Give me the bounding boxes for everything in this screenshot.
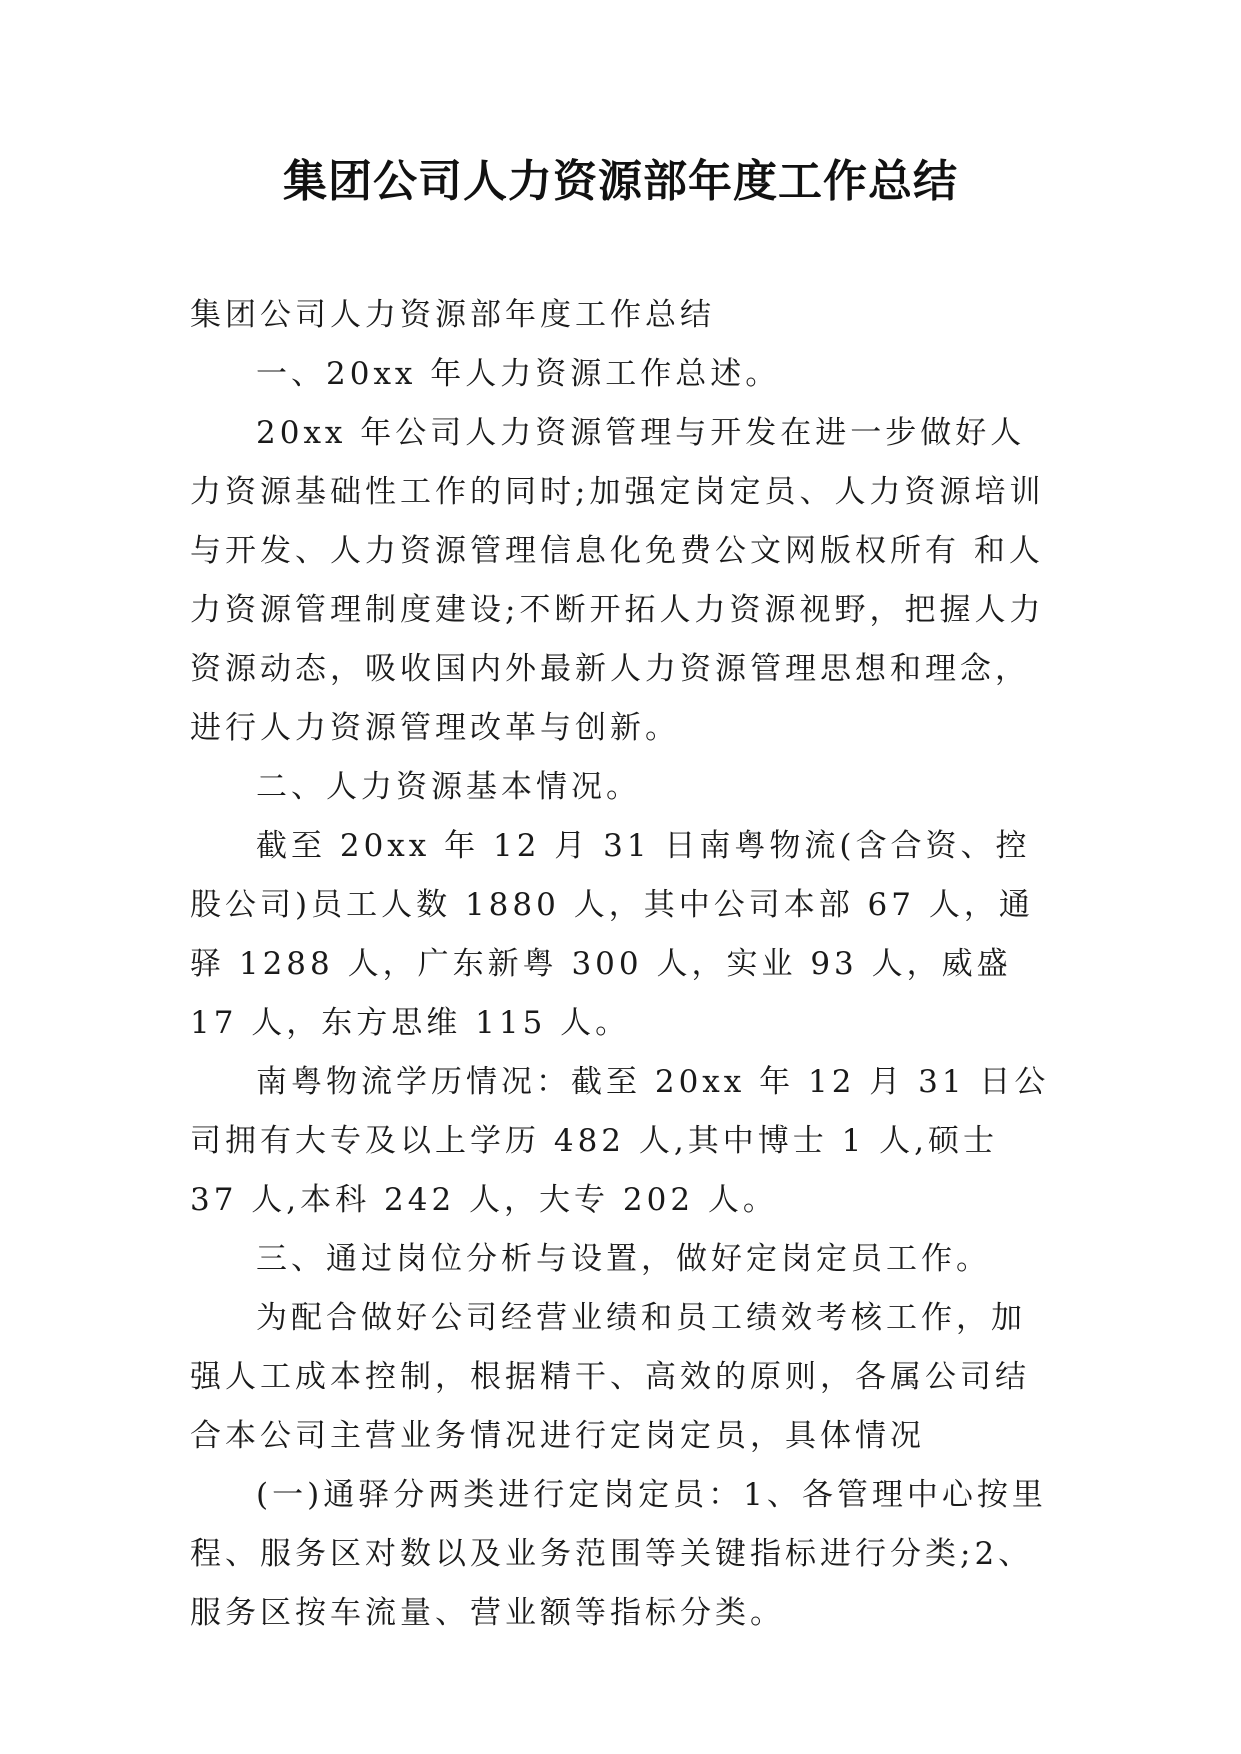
paragraph-section-3-body: 为配合做好公司经营业绩和员工绩效考核工作，加强人工成本控制，根据精干、高效的原则，各属公司结合本公司主营业务情况进行定岗定员，具体情况 — [190, 1300, 1030, 1454]
paragraph-heading-repeat: 集团公司人力资源部年度工作总结 — [190, 297, 715, 333]
paragraph-section-1-body: 20xx 年公司人力资源管理与开发在进一步做好人力资源基础性工作的同时;加强定岗定员、人力资源培训与开发、人力资源管理信息化免费公文网版权所有 和人力资源管理制度建设;不断开拓人力资源视野，把握人力资源动态，吸收国内外最新人力资源管理思想和理念，进行人力资源管理改革与创新。 — [190, 415, 1045, 746]
paragraph-education: 南粤物流学历情况：截至 20xx 年 12 月 31 日公司拥有大专及以上学历 482 人,其中博士 1 人,硕士 37 人,本科 242 人，大专 202 人。 — [190, 1064, 1050, 1218]
paragraph-section-1-title: 一、20xx 年人力资源工作总述。 — [256, 356, 781, 392]
document-body — [190, 286, 1050, 1643]
paragraph-section-2-title: 二、人力资源基本情况。 — [256, 769, 641, 805]
paragraph-subsection-1: (一)通驿分两类进行定岗定员：1、各管理中心按里程、服务区对数以及业务范围等关键指标进行分类;2、服务区按车流量、营业额等指标分类。 — [190, 1477, 1047, 1631]
paragraph-section-3-title: 三、通过岗位分析与设置，做好定岗定员工作。 — [256, 1241, 991, 1277]
paragraph-staff-count: 截至 20xx 年 12 月 31 日南粤物流(含合资、控股公司)员工人数 1880 人，其中公司本部 67 人，通驿 1288 人，广东新粤 300 人，实业 93 人，威盛 17 人，东方思维 115 人。 — [190, 828, 1034, 1041]
document-title: 集团公司人力资源部年度工作总结 — [283, 156, 958, 207]
